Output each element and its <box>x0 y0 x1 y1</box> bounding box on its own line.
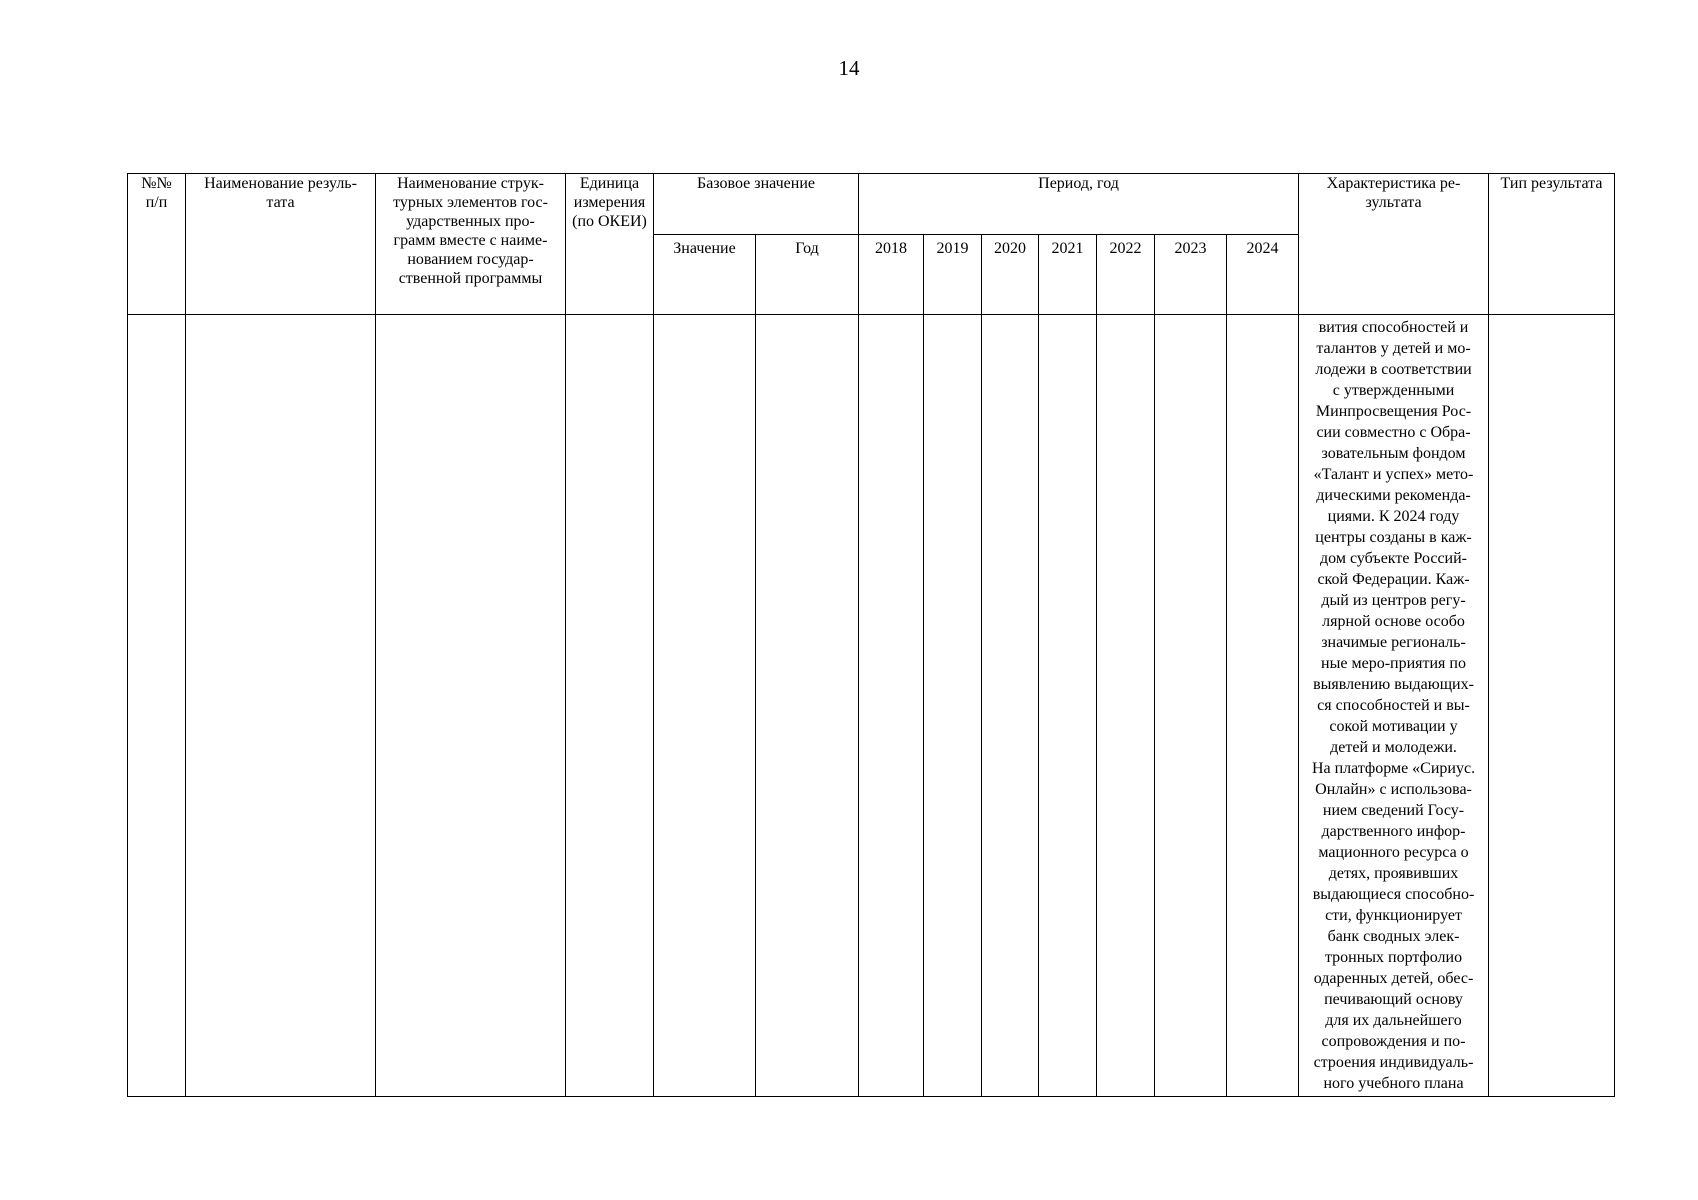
characteristic-line: банк сводных элек- <box>1327 928 1460 945</box>
characteristic-line: Минпросвещения Рос- <box>1315 403 1472 420</box>
characteristic-line: лодежи в соответствии <box>1315 361 1472 378</box>
cell-2024 <box>1227 315 1299 1097</box>
characteristic-line: для их дальнейшего <box>1325 1012 1462 1029</box>
results-table <box>127 173 1615 1097</box>
characteristic-line: сии совместно с Обра- <box>1316 424 1471 441</box>
header-year-2022: 2022 <box>1097 235 1155 315</box>
characteristic-line: сти, функционирует <box>1325 907 1462 924</box>
characteristic-line: ской Федерации. Каж- <box>1317 571 1470 588</box>
cell-base-value <box>654 315 756 1097</box>
characteristic-line: с утвержденными <box>1332 382 1455 399</box>
cell-num <box>128 315 186 1097</box>
characteristic-line: дическими рекоменда- <box>1316 487 1471 504</box>
cell-2020 <box>982 315 1039 1097</box>
page-number: 14 <box>838 56 860 80</box>
characteristic-line: детей и молодежи. <box>1330 739 1457 756</box>
characteristic-line: сокой мотивации у <box>1329 718 1458 735</box>
characteristic-line: ся способностей и вы- <box>1317 697 1470 714</box>
header-result-name: Наименование резуль- тата <box>186 174 376 315</box>
cell-characteristic <box>1299 315 1489 1097</box>
characteristic-line: ного учебного плана <box>1323 1075 1464 1092</box>
header-characteristic: Характеристика ре- зультата <box>1299 174 1489 315</box>
header-year-2021: 2021 <box>1039 235 1097 315</box>
characteristic-text <box>1301 315 1486 1094</box>
header-year-2023: 2023 <box>1155 235 1227 315</box>
header-base-year-sub: Год <box>756 235 859 315</box>
characteristic-line: дый из центров регу- <box>1321 592 1466 609</box>
cell-2021 <box>1039 315 1097 1097</box>
cell-2022 <box>1097 315 1155 1097</box>
characteristic-line: дом субъекте Россий- <box>1320 550 1467 567</box>
characteristic-line: тронных портфолио <box>1324 949 1463 966</box>
characteristic-line: вития способностей и <box>1318 319 1469 336</box>
characteristic-line: мационного ресурса о <box>1318 844 1469 861</box>
characteristic-line: печивающий основу <box>1324 991 1463 1008</box>
characteristic-line: ные меро-приятия по <box>1321 655 1466 672</box>
header-result-type: Тип результата <box>1489 174 1615 315</box>
characteristic-line: нием сведений Госу- <box>1322 802 1465 819</box>
header-year-2024: 2024 <box>1227 235 1299 315</box>
cell-unit <box>566 315 654 1097</box>
header-period: Период, год <box>859 174 1299 235</box>
characteristic-line: значимые региональ- <box>1321 634 1466 651</box>
header-row-1 <box>128 174 1615 235</box>
characteristic-line: циями. К 2024 году <box>1327 508 1460 525</box>
characteristic-line: дарственного инфор- <box>1321 823 1466 840</box>
header-year-2019: 2019 <box>924 235 982 315</box>
cell-result-type <box>1489 315 1615 1097</box>
cell-2023 <box>1155 315 1227 1097</box>
characteristic-line: лярной основе особо <box>1322 613 1465 630</box>
characteristic-line: одаренных детей, обес- <box>1313 970 1474 987</box>
characteristic-line: детях, проявивших <box>1328 865 1459 882</box>
cell-2018 <box>859 315 924 1097</box>
characteristic-line: строения индивидуаль- <box>1313 1054 1474 1071</box>
characteristic-line: Онлайн» с использова- <box>1315 781 1472 798</box>
header-base-value-sub: Значение <box>654 235 756 315</box>
characteristic-line: На платформе «Сириус. <box>1311 760 1476 777</box>
header-unit: Единица измерения (по ОКЕИ) <box>566 174 654 315</box>
cell-result-name <box>186 315 376 1097</box>
header-year-2018: 2018 <box>859 235 924 315</box>
characteristic-line: сопровождения и по- <box>1321 1033 1466 1050</box>
characteristic-line: талантов у детей и мо- <box>1316 340 1471 357</box>
header-struct-name: Наименование струк- турных элементов гос- ударственных про- грамм вместе с наиме- нованием государ- ственной программы <box>376 174 566 315</box>
characteristic-line: выдающиеся способно- <box>1312 886 1475 903</box>
cell-2019 <box>924 315 982 1097</box>
characteristic-line: выявлению выдающих- <box>1313 676 1474 693</box>
header-year-2020: 2020 <box>982 235 1039 315</box>
header-base-value: Базовое значение <box>654 174 859 235</box>
cell-struct-name <box>376 315 566 1097</box>
cell-base-year <box>756 315 859 1097</box>
header-num: №№ п/п <box>128 174 186 315</box>
characteristic-line: зовательным фондом <box>1321 445 1466 462</box>
characteristic-line: центры созданы в каж- <box>1315 529 1472 546</box>
characteristic-line: «Талант и успех» мето- <box>1313 466 1474 483</box>
table-row <box>128 315 1615 1097</box>
